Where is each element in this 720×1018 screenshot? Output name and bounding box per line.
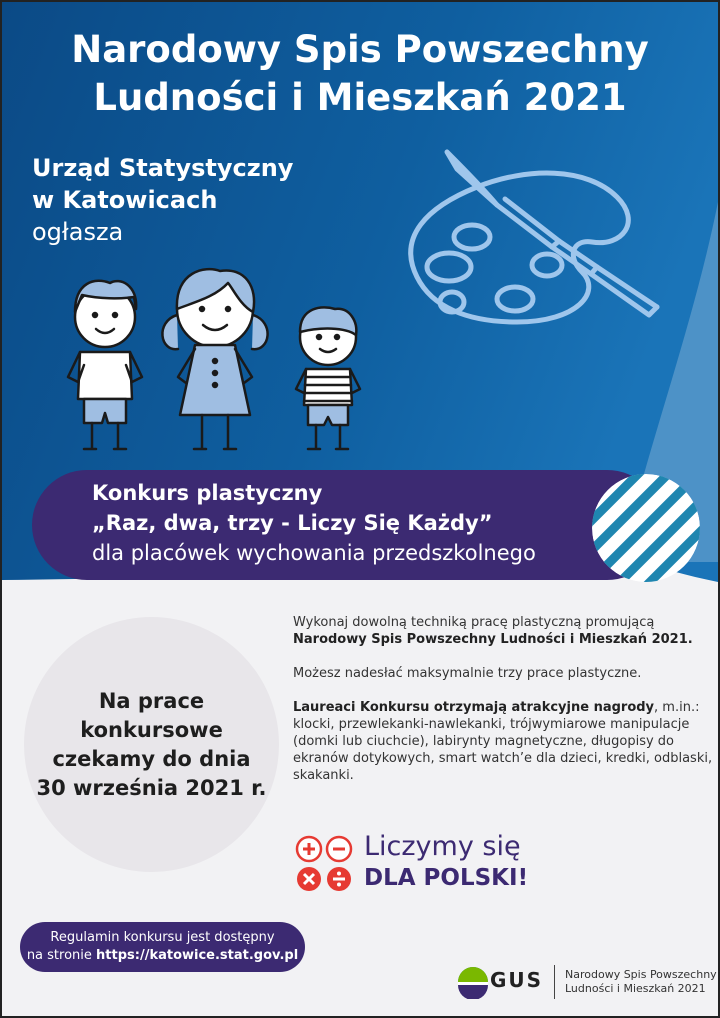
striped-circle-icon: [590, 472, 702, 584]
deadline-line-3: czekamy do dnia: [52, 746, 251, 771]
issuer-line-3: ogłasza: [32, 218, 124, 246]
info-p1-text: Wykonaj dowolną techniką pracę plastyczną promującą: [293, 615, 655, 630]
gus-logo-text: GUS: [490, 968, 544, 992]
info-p1-bold: Narodowy Spis Powszechny Ludności i Mieszkań 2021.: [293, 632, 693, 647]
deadline-line-1: Na prace: [98, 688, 205, 713]
page-title: [2, 26, 718, 122]
banner-line-2: „Raz, dwa, trzy - Liczy Się Każdy”: [92, 511, 493, 535]
deadline-line-4: 30 września 2021 r.: [36, 775, 267, 800]
deadline-line-2: konkursowe: [80, 717, 223, 742]
info-p3-text: , m.in.: klocki, przewlekanki-nawlekanki, trójwymiarowe manipulacje (domki lub ciuchcie), labirynty magnetyczne, długopisy do ekranów dotykowych, smart watch’e dla dzieci, kredki, odblaski, skakanki.: [293, 700, 713, 783]
contest-banner: [32, 470, 662, 580]
info-paragraph-1: [293, 614, 713, 648]
title-line-2: Ludności i Mieszkań 2021: [93, 76, 627, 119]
math-operators-icon: [294, 835, 358, 893]
regulations-box: [20, 922, 305, 972]
footer-sub-line-2: Ludności i Mieszkań 2021: [565, 982, 706, 995]
footer-census-name: [565, 968, 717, 996]
title-line-1: Narodowy Spis Powszechny: [71, 28, 649, 71]
info-p3-bold: Laureaci Konkursu otrzymają atrakcyjne nagrody: [293, 700, 655, 715]
palette-brush-icon: [387, 147, 677, 337]
slogan-line-1: Liczymy się: [364, 831, 521, 862]
slogan: [364, 831, 528, 893]
gus-logo-icon: [457, 965, 489, 999]
regulations-line-1: Regulamin konkursu jest dostępny: [50, 930, 275, 945]
deadline-text: [37, 687, 267, 803]
info-paragraph-2: Możesz nadesłać maksymalnie trzy prace plastyczne.: [293, 666, 642, 681]
regulations-url-link[interactable]: https://katowice.stat.gov.pl: [96, 948, 299, 963]
issuer-line-1: Urząd Statystyczny: [32, 154, 294, 182]
contest-info: [293, 614, 713, 801]
contest-banner-text: [92, 478, 536, 568]
regulations-line-2: [20, 947, 305, 965]
issuer-block: [32, 152, 293, 248]
deadline-circle: [24, 617, 279, 872]
footer-sub-line-1: Narodowy Spis Powszechny: [565, 968, 717, 981]
footer-divider: [554, 965, 555, 999]
issuer-line-2: w Katowicach: [32, 186, 218, 214]
banner-line-1: Konkurs plastyczny: [92, 481, 323, 505]
slogan-line-2: DLA POLSKI!: [364, 865, 529, 891]
banner-line-3: dla placówek wychowania przedszkolnego: [92, 541, 536, 565]
info-paragraph-3: [293, 699, 713, 784]
regulations-prefix: na stronie: [26, 948, 97, 963]
children-drawing-icon: [60, 237, 370, 457]
